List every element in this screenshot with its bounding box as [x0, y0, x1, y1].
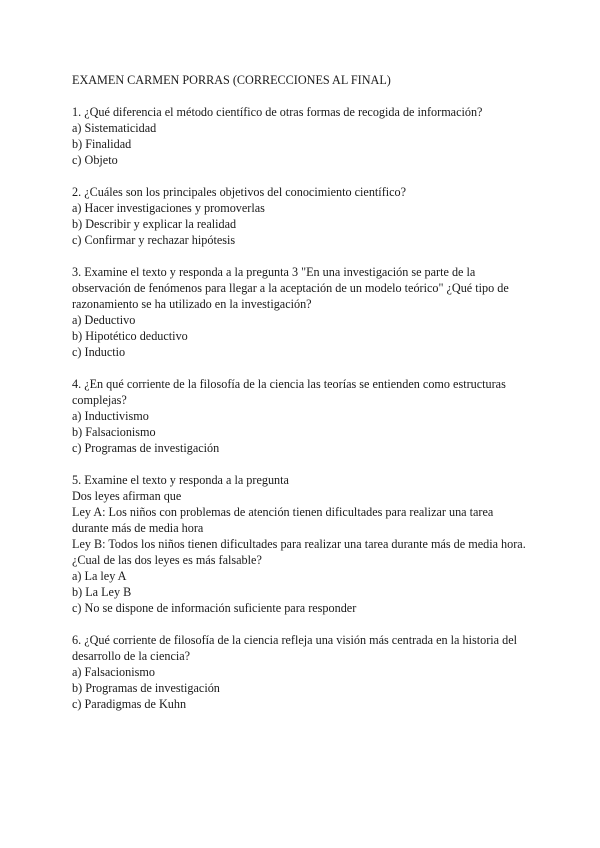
question-text: Ley B: Todos los niños tienen dificultades para realizar una tarea durante más de media hora. [72, 537, 526, 551]
answer-option: a) La ley A [72, 569, 127, 583]
question-text: Ley A: Los niños con problemas de atención tienen dificultades para realizar una tarea [72, 505, 494, 519]
answer-option: c) Objeto [72, 153, 118, 167]
question-text: durante más de media hora [72, 521, 204, 535]
answer-option: c) Inductio [72, 345, 126, 359]
answer-option: a) Inductivismo [72, 409, 149, 423]
answer-option: a) Hacer investigaciones y promoverlas [72, 201, 265, 215]
answer-option: c) No se dispone de información suficiente para responder [72, 601, 357, 615]
document-title: EXAMEN CARMEN PORRAS (CORRECCIONES AL FINAL) [72, 73, 391, 87]
answer-option: b) Falsacionismo [72, 425, 156, 439]
answer-option: a) Deductivo [72, 313, 136, 327]
question-text: observación de fenómenos para llegar a la aceptación de un modelo teórico" ¿Qué tipo de [72, 281, 509, 295]
answer-option: a) Sistematicidad [72, 121, 157, 135]
question-text: 6. ¿Qué corriente de filosofía de la ciencia refleja una visión más centrada en la historia del [72, 633, 517, 647]
question-4 [72, 376, 532, 456]
answer-option: b) Describir y explicar la realidad [72, 217, 237, 231]
question-1 [72, 104, 532, 168]
question-3 [72, 264, 532, 360]
question-text: ¿Cual de las dos leyes es más falsable? [72, 553, 262, 567]
answer-option: c) Paradigmas de Kuhn [72, 697, 187, 711]
answer-option: c) Programas de investigación [72, 441, 220, 455]
answer-option: b) Finalidad [72, 137, 132, 151]
document-content [72, 72, 532, 728]
question-text: 5. Examine el texto y responda a la pregunta [72, 473, 289, 487]
question-text: razonamiento se ha utilizado en la investigación? [72, 297, 312, 311]
answer-option: c) Confirmar y rechazar hipótesis [72, 233, 236, 247]
question-text: desarrollo de la ciencia? [72, 649, 191, 663]
answer-option: a) Falsacionismo [72, 665, 155, 679]
question-text: 4. ¿En qué corriente de la filosofía de la ciencia las teorías se entienden como estructuras [72, 377, 506, 391]
answer-option: b) Programas de investigación [72, 681, 220, 695]
question-text: 3. Examine el texto y responda a la pregunta 3 "En una investigación se parte de la [72, 265, 476, 279]
answer-option: b) La Ley B [72, 585, 132, 599]
question-text: Dos leyes afirman que [72, 489, 182, 503]
question-text: 2. ¿Cuáles son los principales objetivos del conocimiento científico? [72, 185, 407, 199]
question-6 [72, 632, 532, 712]
question-2 [72, 184, 532, 248]
question-text: complejas? [72, 393, 127, 407]
question-5 [72, 472, 532, 616]
answer-option: b) Hipotético deductivo [72, 329, 188, 343]
question-text: 1. ¿Qué diferencia el método científico de otras formas de recogida de información? [72, 105, 483, 119]
